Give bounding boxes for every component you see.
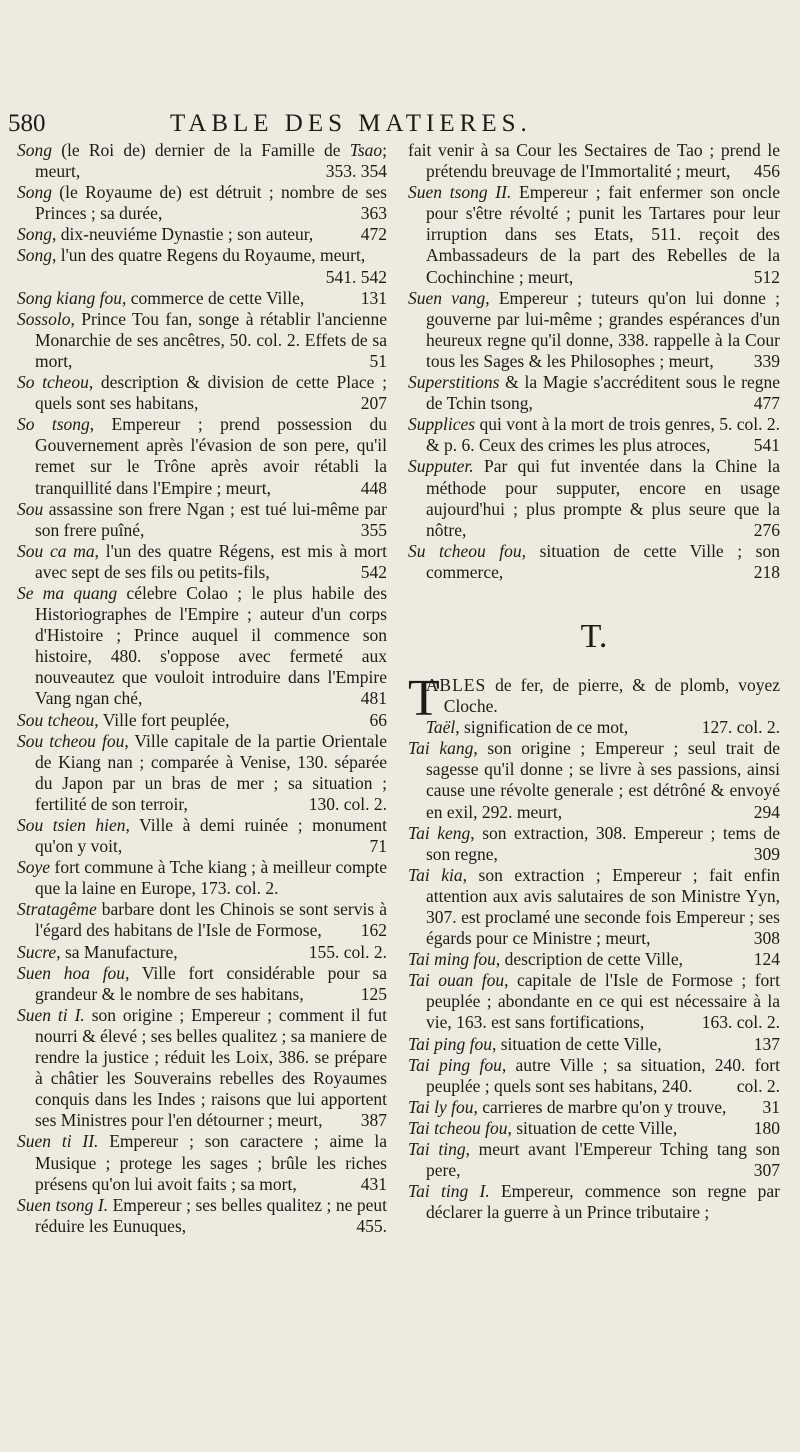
entry-head: Sou tcheou fou [17,730,125,751]
index-entry [408,1097,780,1118]
entry-head: Tai ly fou [408,1096,474,1117]
entry-pages: 130. col. 2. [308,793,387,814]
entry-head: Suen ti II. [17,1131,99,1152]
entry-text: , description de cette Ville, [495,949,684,970]
entry-text: , meurt avant l'Empereur Tching tang son pere, [426,1139,780,1181]
entry-pages: 294 [753,801,780,822]
entry-text: , capitale de l'Isle de Formose ; fort peuplée ; abondante en ce qui est nécessaire à la vie, 163. est sans fortifications, [426,970,780,1033]
entry-tail: ; meurt, [35,140,387,182]
entry-text: son origine ; Empereur ; comment il fut nourri & élevé ; ses belles qualitez ; sa maniere de rendre la justice ; réduit les Loix, 386. se prépare à châtier les Souverains rebelles des Royaumes conquis dans les Indes ; raisons que lui apportent ses Ministres pour l'en détourner ; meurt, [35,1004,387,1131]
entry-text: , signification de ce mot, [455,717,629,738]
entry-head: So tcheou [17,372,89,393]
entry-head: Song [17,182,52,203]
entry-text: Par qui fut inventée dans la Chine la méthode pour supputer, encore en usage aujourd'hui ; plus prompte & plus seure que la nôtre, [426,456,780,540]
entry-text: , son extraction, 308. Empereur ; tems de son regne, [426,822,780,864]
entry-head: Suen vang [408,287,486,308]
entry-pages: 207 [360,393,387,414]
index-entry [17,583,387,710]
index-entry [17,499,387,541]
entry-head: Soye [17,857,51,878]
entry-text: de fer, de pierre, & de plomb, voyez Cloche. [443,674,780,717]
entry-pages: 125 [360,983,387,1004]
entry-pages: 541 [753,435,780,456]
entry-pages: 51 [369,350,387,371]
entry-text: , Ville à demi ruinée ; monument qu'on y voit, [35,815,387,857]
entry-pages: 542 [360,561,387,582]
entry-head: Suen hoa fou [17,962,126,983]
index-entry [408,541,780,583]
entry-text: barbare dont les Chinois se sont servis à l'égard des habitans de l'Isle de Formose, [35,899,387,941]
index-entry [408,372,780,414]
left-column [17,140,387,1237]
entry-head: Sou tcheou [17,709,95,730]
entry-pages: 155. col. 2. [308,941,387,962]
entry-pages: 31 [762,1096,780,1117]
entry-head: Tai kia [408,864,463,885]
entry-text: , Prince Tou fan, songe à rétablir l'ancienne Monarchie de ses ancêtres, 50. col. 2. Effets de sa mort, [35,308,387,371]
entry-pages: 541. 542 [325,266,387,287]
entry-head: Tai ping fou [408,1054,502,1075]
right-column [408,140,780,1223]
entry-text: assassine son frere Ngan ; est tué lui-même par son frere puîné, [35,498,387,540]
entry-text: Empereur ; son caractere ; aime la Musique ; protege les sages ; brûle les riches présens qu'on lui avoit faits ; sa mort, [35,1131,387,1194]
index-entry [408,1055,780,1097]
index-entry [17,710,387,731]
index-entry [17,288,387,309]
entry-pages: 481 [360,688,387,709]
entry-text: , Ville capitale de la partie Orientale de Kiang nan ; comparée à Venise, 130. séparée du Japon par un bras de mer ; sa situation ; fertilité de son terroir, [35,730,387,814]
index-entry [408,182,780,287]
index-entry [17,1195,387,1237]
index-entry [408,865,780,949]
index-entry [17,731,387,815]
entry-text: , Empereur ; prend possession du Gouvernement après l'évasion de son pere, qu'il remet sur le Trône après avoir rétabli la tranquillité dans l'Empire ; meurt, [35,414,387,498]
index-entry [408,949,780,970]
index-entry [408,1034,780,1055]
entry-text: , situation de cette Ville, [491,1033,662,1054]
entry-text: , description & division de cette Place ; quels sont ses habitans, [35,372,387,414]
entry-pages: 339 [753,350,780,371]
entry-head: Supplices [408,414,476,435]
index-entry [17,942,387,963]
index-entry [17,224,387,245]
entry-pages: 363 [360,203,387,224]
entry-pages: 431 [360,1173,387,1194]
entry-head: Tai ouan fou [408,970,505,991]
entry-text: , carrieres de marbre qu'on y trouve, [473,1096,727,1117]
entry-head: ABLES [425,674,487,695]
index-entry [408,970,780,1033]
drop-cap: T [408,669,440,727]
entry-head: Sucre [17,941,57,962]
entry-text: fait venir à sa Cour les Sectaires de Tao ; prend le prétendu breuvage de l'Immortalité ; meurt, [408,140,780,182]
entry-pages: 456 [753,161,780,182]
entry-text: Empereur, commence son regne par déclarer la guerre à un Prince tributaire ; [426,1181,780,1223]
index-entry [408,1181,780,1223]
entry-pages: 66 [369,709,387,730]
entry-pages: 137 [753,1033,780,1054]
entry-text: , commerce de cette Ville, [122,287,305,308]
entry-head: Supputer. [408,456,474,477]
index-entry [408,414,780,456]
entry-head: Tai ting [408,1139,466,1160]
entry-text: fort commune à Tche kiang ; à meilleur compte que la laine en Europe, 173. col. 2. [35,857,387,899]
entry-text: Empereur ; ses belles qualitez ; ne peut réduire les Eunuques, [35,1194,387,1236]
index-entry [17,857,387,899]
entry-pages: 355 [360,519,387,540]
entry-head: Suen ti I. [17,1004,85,1025]
entry-pages: 162 [360,920,387,941]
entry-head: Suen tsong I. [17,1194,109,1215]
entry-text: & la Magie s'accréditent sous le regne de Tchin tsong, [426,372,780,414]
index-entry [17,140,387,182]
entry-text: , sa Manufacture, [56,941,178,962]
index-entry [17,372,387,414]
entry-head: Song kiang fou [17,287,122,308]
entry-text: , situation de cette Ville, [507,1117,678,1138]
entry-head: Sou tsien hien [17,815,126,835]
entry-head: Sou ca ma [17,540,95,561]
entry-head: Tai keng [408,822,471,843]
entry-pages: 307 [753,1160,780,1181]
entry-pages: 124 [753,949,780,970]
entry-head: Tai ting I. [408,1181,490,1202]
entry-pages: 309 [753,843,780,864]
entry-pages: 180 [753,1117,780,1138]
entry-pages: 455. [356,1215,387,1236]
index-entry [408,1139,780,1181]
entry-head: Tai ming fou [408,949,496,970]
entry-pages: 71 [369,836,387,857]
entry-text: , son origine ; Empereur ; seul trait de sagesse qu'il donne ; se livre à ses passions, ainsi cause une révolte generale ; est détrôné & envoyé en exil, 292. meurt, [426,738,780,822]
entry-text: , situation de cette Ville ; son commerce, [426,540,780,582]
entry-text: , Empereur ; tuteurs qu'on lui donne ; gouverne par lui-même ; grandes espérances d'un heureux regne qu'il donne, 338. rappelle à la Cour tous les Sages & les Philosophes ; meurt, [426,287,780,371]
entry-head: Stratagême [17,899,97,920]
entry-text: (le Royaume de) est détruit ; nombre de ses Princes ; sa durée, [35,182,387,224]
entry-pages: 353. 354 [325,161,387,182]
running-title: TABLE DES MATIERES. [170,110,532,137]
entry-text: qui vont à la mort de trois genres, 5. col. 2. & p. 6. Ceux des crimes les plus atroces, [426,414,780,456]
index-entry [17,541,387,583]
entry-head: Taël [425,717,456,738]
entry-text: Empereur ; fait enfermer son oncle pour s'être révolté ; punit les Tartares pour leur irruption dans ses Etats, 511. reçoit des Ambassadeurs de la part des Rebelles de la Cochinchine ; meurt, [426,182,780,287]
entry-head: Song [17,224,52,245]
entry-text: , Ville fort peuplée, [94,709,230,730]
index-entry [408,823,780,865]
entry-head: Song [17,140,52,160]
index-entry [408,717,780,738]
entry-pages: 276 [753,519,780,540]
entry-head: Su tcheou fou [408,540,522,561]
entry-head: Sou [17,498,44,519]
entry-head: Suen tsong II. [408,182,512,203]
index-entry [17,963,387,1005]
entry-italic: Tsao [349,140,383,160]
entry-head: Superstitions [408,372,500,393]
entry-text: , autre Ville ; sa situation, 240. fort peuplée ; quels sont ses habitans, 240. [426,1054,780,1096]
index-entry [17,1005,387,1132]
entry-pages: 218 [753,561,780,582]
entry-head: Sossolo [17,308,71,329]
index-entry [17,815,387,857]
entry-pages: 512 [753,266,780,287]
entry-head: Tai ping fou [408,1033,492,1054]
index-entry [17,309,387,372]
page-header [0,110,800,140]
page-number: 580 [8,110,46,137]
entry-pages: 308 [753,928,780,949]
entry-text: , l'un des quatre Régens, est mis à mort avec sept de ses fils ou petits-fils, [35,540,387,582]
index-entry [408,140,780,182]
section-letter: T. [580,617,608,655]
entry-pages: 387 [360,1110,387,1131]
entry-text: , l'un des quatre Regens du Royaume, meurt, [52,245,366,266]
index-entry [17,1131,387,1194]
entry-pages: 448 [360,477,387,498]
entry-pages: 131 [360,287,387,308]
entry-text: célebre Colao ; le plus habile des Historiographes de l'Empire ; auteur d'un corps d'Histoire ; Prince auquel il commence son histoire, 480. s'oppose avec fermeté aux nouveautez que vouloit introduire dans l'Empire Vang ngan ché, [35,582,388,709]
entry-head: Tai kang [408,738,474,759]
entry-text: , son extraction ; Empereur ; fait enfin attention aux avis salutaires de son Ministre Yyn, 307. est proclamé une seconde fois Empereur ; ses égards pour ce Ministre ; meurt, [426,864,780,949]
entry-pages: col. 2. [736,1075,780,1096]
entry-head: So tsong [17,414,90,435]
entry-head: Se ma quang [17,582,118,603]
entry-head: Song [17,245,52,266]
entry-pages: 477 [753,393,780,414]
entry-pages: 472 [360,224,387,245]
entry-pages: 163. col. 2. [701,1012,780,1033]
entry-head: Tai tcheou fou [408,1117,508,1138]
entry-pages: 127. col. 2. [701,717,780,738]
index-entry [17,899,387,941]
index-entry [408,288,780,372]
index-entry [408,456,780,540]
entry-text: , dix-neuviéme Dynastie ; son auteur, [52,224,314,245]
index-entry [408,1118,780,1139]
index-entry [17,245,387,287]
entry-text: , Ville fort considérable pour sa grandeur & le nombre de ses habitans, [35,962,387,1004]
index-entry [17,414,387,498]
index-entry [408,669,780,727]
index-entry [408,738,780,822]
index-entry [17,182,387,224]
entry-text: (le Roi de) dernier de la Famille de [52,140,350,160]
